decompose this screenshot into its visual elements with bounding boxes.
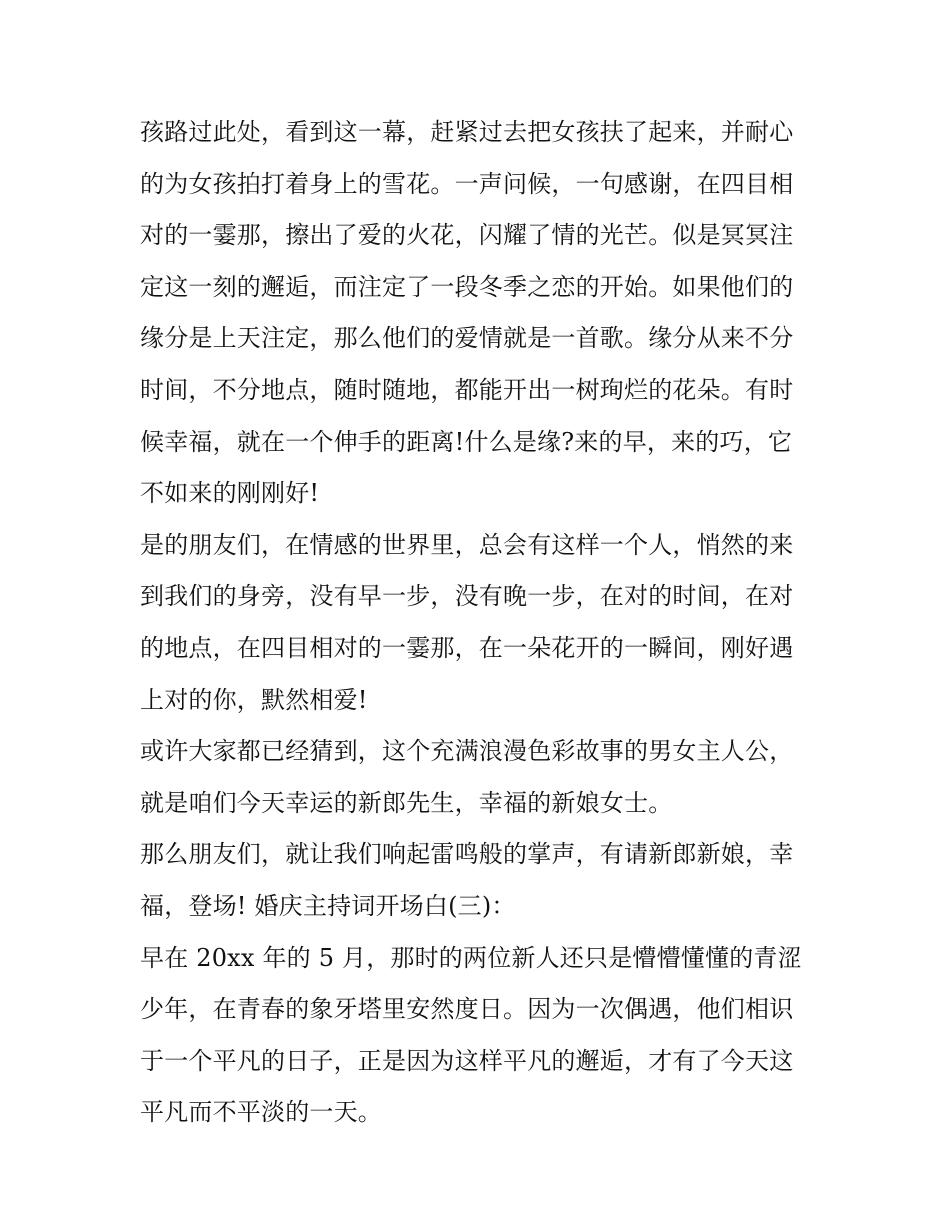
- text-line: 缘分是上天注定，那么他们的爱情就是一首歌。缘分从来不分: [140, 324, 794, 353]
- text-line: 少年，在青春的象牙塔里安然度日。因为一次偶遇，他们相识: [140, 995, 794, 1024]
- text-line: 的为女孩拍打着身上的雪花。一声问候，一句感谢，在四目相: [140, 169, 794, 198]
- paragraph-2: [140, 520, 820, 726]
- paragraph-4: [140, 829, 820, 932]
- text-line: 福，登场! 婚庆主持词开场白(三)：: [140, 891, 516, 920]
- text-line: 对的一霎那，擦出了爱的火花，闪耀了情的光芒。似是冥冥注: [140, 221, 794, 250]
- text-line: 早在 20xx 年的 5 月，那时的两位新人还只是懵懵懂懂的青涩: [140, 943, 802, 972]
- paragraph-5: [140, 933, 820, 1139]
- text-line: 候幸福，就在一个伸手的距离!什么是缘?来的早，来的巧，它: [140, 427, 793, 456]
- text-line: 就是咱们今天幸运的新郎先生，幸福的新娘女士。: [140, 788, 673, 817]
- text-line: 到我们的身旁，没有早一步，没有晚一步，在对的时间，在对: [140, 582, 794, 611]
- text-line: 或许大家都已经猜到，这个充满浪漫色彩故事的男女主人公，: [140, 737, 794, 766]
- paragraph-1: [140, 107, 820, 520]
- text-line: 是的朋友们，在情感的世界里，总会有这样一个人，悄然的来: [140, 530, 794, 559]
- text-line: 平凡而不平淡的一天。: [140, 1098, 382, 1127]
- text-line: 时间，不分地点，随时随地，都能开出一树珣烂的花朵。有时: [140, 375, 794, 404]
- text-line: 孩路过此处，看到这一幕，赶紧过去把女孩扶了起来，并耐心: [140, 118, 794, 146]
- text-line: 不如来的刚刚好!: [140, 479, 320, 508]
- text-line: 那么朋友们，就让我们响起雷鸣般的掌声，有请新郎新娘，幸: [140, 840, 794, 869]
- text-line: 定这一刻的邂逅，而注定了一段冬季之恋的开始。如果他们的: [140, 272, 794, 301]
- text-line: 上对的你，默然相爱!: [140, 685, 368, 714]
- document-page: [140, 107, 820, 1139]
- text-line: 的地点，在四目相对的一霎那，在一朵花开的一瞬间，刚好遇: [140, 633, 794, 662]
- paragraph-3: [140, 726, 820, 829]
- text-line: 于一个平凡的日子，正是因为这样平凡的邂逅，才有了今天这: [140, 1046, 794, 1075]
